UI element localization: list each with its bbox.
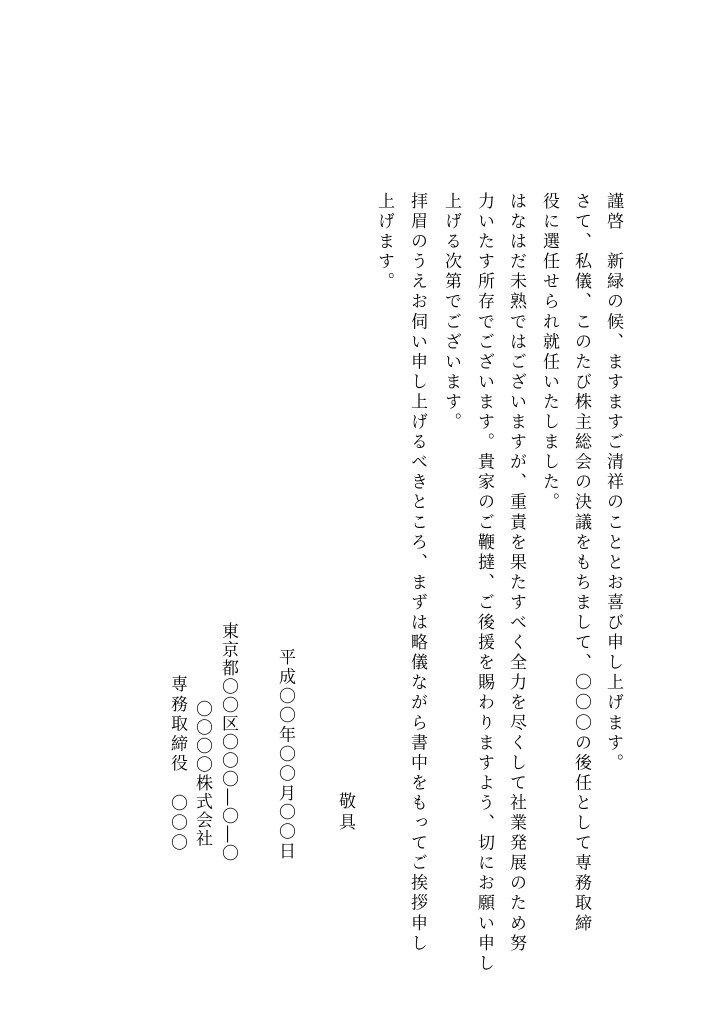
body-line: 役に選任せられ就任いたしました。 — [539, 192, 559, 513]
body-line: 拝眉のうえお伺い申し上げるべきところ、まずは略儀ながら書中をもってご挨拶申し — [407, 192, 427, 954]
sender-company: 〇〇〇〇株式会社 — [192, 700, 212, 848]
sender-title-name: 専務取締役 〇〇〇 — [167, 675, 187, 854]
closing-phrase: 敬具 — [335, 792, 355, 834]
body-line: 力いたす所存でございます。貴家のご鞭撻、ご後援を賜わりますよう、切にお願い申し — [474, 192, 494, 974]
letter-date: 平成〇〇年〇〇月〇〇日 — [275, 648, 295, 862]
body-line: 上げる次第でございます。 — [441, 192, 461, 433]
body-line: はなはだ未熟ではございますが、重責を果たすべく全力を尽くして社業発展のため努 — [506, 192, 526, 954]
body-line-greeting: 謹啓 新緑の候、ますますご清祥のこととお喜び申し上げます。 — [603, 192, 623, 774]
body-line: 上げます。 — [374, 192, 394, 293]
sender-address: 東京都〇〇区〇〇〇―〇―〇 — [218, 622, 238, 863]
body-line: さて、私儀、このたび株主総会の決議をもちまして、〇〇〇の後任として専務取締 — [571, 192, 591, 934]
